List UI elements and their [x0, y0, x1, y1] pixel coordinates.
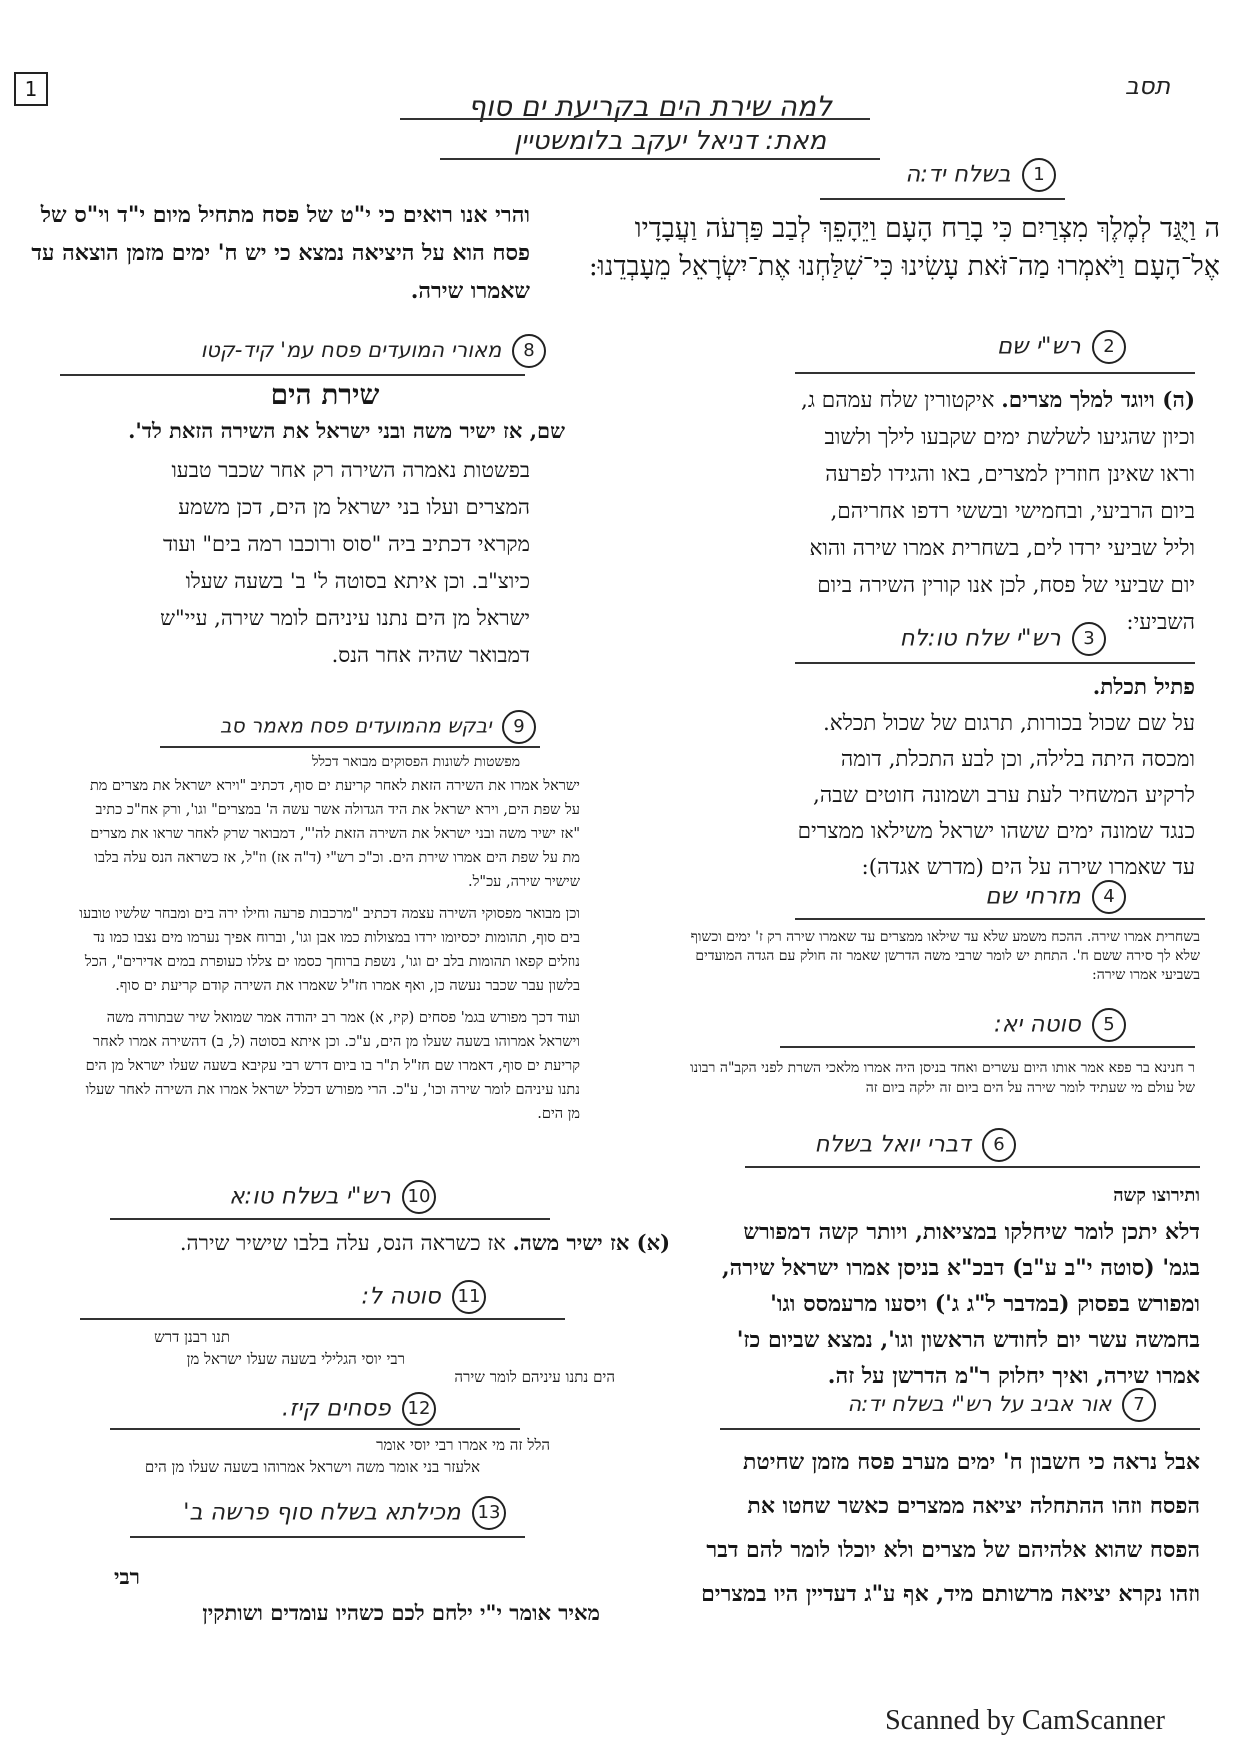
source-number-11: 11 [452, 1280, 486, 1314]
source-rule-7 [720, 1428, 1200, 1430]
source-label-3 [870, 622, 1110, 656]
source-number-13: 13 [472, 1496, 506, 1530]
source-number-3: 3 [1072, 622, 1106, 656]
source-label-13 [130, 1496, 510, 1530]
rashi-az-line [110, 1228, 670, 1258]
source-title-4: מזרחי שם [985, 883, 1081, 910]
sota-lamed-3: הים נתנו עיניהם לומר שירה [454, 1368, 615, 1386]
yavkesh-subtitle: מפשטות לשונות הפסוקים מבואר דכלל [311, 754, 520, 770]
shira-title: שירת הים [270, 378, 380, 411]
intro-paragraph: והרי אנו רואים כי י"ט של פסח מתחיל מיום י"ד וי"ס של פסח הוא על היציאה נמצא כי יש ח' ימים מזמן הוצאה עד שאמרו שירה. [31, 202, 530, 304]
yavkesh-paragraph-2: וכן מבואר מפסוקי השירה עצמה דכתיב "מרכבות פרעה וחילו ירה בים ומבחר שלשיו טובעו בים סוף, תהומות יכסיומו ירדו במצולות כמו אבן וגו', וברוח אפיך נערמו מים נצבו כמו נד נוזלים קפאו תהומות בלב ים וגו', נשפת ברוחך כסמו ים צללו כעופרת במים אדירים", הכל בלשון עבר שכבר נעשה כן, ואף אמרו חז"ל שאמרו את השירה קודם קריעת ים סוף. [79, 906, 580, 994]
corner-mark: תסב [1125, 72, 1171, 100]
source-number-4: 4 [1092, 880, 1126, 914]
page-number: 1 [14, 72, 48, 106]
source-rule-3 [795, 662, 1195, 664]
source-title-8: מאורי המועדים פסח עמ' קיד-קטו [200, 338, 502, 362]
source-rule-13 [130, 1536, 525, 1538]
source-number-12: 12 [402, 1392, 436, 1426]
source-label-1 [800, 158, 1060, 192]
source-title-6: דברי יואל בשלח [814, 1131, 971, 1158]
source-title-7: אור אביב על רש"י בשלח יד:ה [847, 1392, 1112, 1416]
source-label-9 [160, 710, 540, 744]
or-aviv-body: אבל נראה כי חשבון ח' ימים מערב פסח מזמן שחיטת הפסח וזהו ההתחלה יציאה ממצרים כאשר שחטו את הפסח שהוא אלהיהם של מצרים ולא יוכלו לומר להם דבר וזהו נקרא יציאה מרשותם מיד, אף ע"ג דעדיין היו במצרים [701, 1449, 1200, 1607]
mechilta-1: רבי [114, 1564, 140, 1589]
source-label-8 [80, 334, 550, 368]
yavkesh-paragraph-3: ועוד דכך מפורש בגמ' פסחים (קיז, א) אמר רב יהודה אמר שמואל שיר שבתורה משה וישראל אמרוהו בשעה שעלו מן הים, ע"כ. וכן איתא בסוטה (ל, ב) דהשירה אמרו לאחר קריעת ים סוף, דאמרו שם חז"ל ת"ר בו ביום דרש רבי עקיבא בשעה שעלו ישראל מן הים נתנו עיניהם לומר שירה וכו', ע"כ. הרי מפורש דכלל ישראל אמרו את השירה לאחר שעלו מן הים. [85, 1010, 580, 1122]
yavkesh-paragraph-1: ישראל אמרו את השירה הזאת לאחר קריעת ים סוף, דכתיב "וירא ישראל את מצרים מת על שפת הים, וירא ישראל את היד הגדולה אשר עשה ה' במצרים" וגו', ורק אח"כ כתיב "אז ישיר משה ובני ישראל את השירה הזאת לה'", דמבואר שרק לאחר שראו את מצרים מת על שפת הים אמרו שירת הים. וכ"כ רש"י (ד"ה אז) וז"ל, אז כשראה הנס עלה בלבו שישיר שירה, עכ"ל. [89, 778, 580, 890]
mechilta-2: מאיר אומר י"י ילחם לכם כשהיו עומדים ושותקין [202, 1600, 600, 1625]
source-label-4 [930, 880, 1130, 914]
source-label-12 [270, 1392, 440, 1426]
petil-heading: פתיל תכלת. [1092, 675, 1195, 700]
source-label-2 [930, 330, 1130, 364]
source-title-11: סוטה ל: [361, 1283, 441, 1310]
source-rule-1 [820, 198, 1065, 200]
source-rule-4 [795, 918, 1205, 920]
source-rule-5 [780, 1046, 1195, 1048]
page-title: למה שירת הים בקריעת ים סוף [468, 90, 832, 123]
peshutos-paragraph: בפשטות נאמרה השירה רק אחר שכבר טבעו המצרים ועלו בני ישראל מן הים, דכן משמע מקראי דכתיב ביה "סוס ורוכבו רמה בים" ועוד כיוצ"ב. וכן איתא בסוטה ל' ב' בשעה שעלו ישראל מן הים נתנו עיניהם לומר שירה, עיי"ש דמבואר שהיה אחר הנס. [160, 458, 530, 667]
source-number-2: 2 [1092, 330, 1126, 364]
verse-text: ה וַיֻּגַּד לְמֶלֶךְ מִצְרַיִם כִּי בָרַח הָעָם וַיֵּהָפֵךְ לְבַב פַּרְעֹה וַעֲבָדָיו אֶל־הָעָם וַיֹּאמְרוּ מַה־זֹּאת עָשִׂינוּ כִּי־שִׁלַּחְנוּ אֶת־יִשְׂרָאֵל מֵעָבְדֵנוּ: [588, 213, 1220, 282]
source-title-13: מכילתא בשלח סוף פרשה ב' [183, 1499, 461, 1526]
source-rule-6 [745, 1166, 1200, 1168]
source-number-8: 8 [512, 334, 546, 368]
source-title-2: רש"י שם [996, 333, 1081, 360]
mizrachi-text: בשחרית אמרו שירה. ההכח משמע שלא עד שילאו ממצרים עד שאמרו שירה רק ז' ימים וכשוף שלא לך סירה ששם ח'. התחת יש לומר שרבי משה הדרשן שאמר זה חולק עם הגדה המועדים בשביעי אמרו שירה: [690, 929, 1200, 983]
sota-lamed-1: תנו רבנן דרש [154, 1328, 230, 1346]
source-number-9: 9 [502, 710, 536, 744]
source-number-10: 10 [402, 1180, 436, 1214]
source-rule-11 [80, 1318, 565, 1320]
source-label-6 [800, 1128, 1020, 1162]
author-line: מאת: דניאל יעקב בלומשטיין [513, 126, 827, 156]
source-title-3: רש"י שלח טו:לח [899, 625, 1061, 652]
sota-yud-aleph-text: ר חנינא בר פפא אמר אותו היום עשרים ואחד בניסן היה אמרו מלאכי השרת לפני הקב"ה רבונו של עולם מי שעתיד לומר שירה על הים ביום זה ילקה ביום זה [690, 1060, 1195, 1096]
rashi-body: איקטורין שלח עמהם ג, וכיון שהגיעו לשלשת ימים שקבעו לילך ולשוב וראו שאינן חוזרין למצרים, באו והגידו לפרעה ביום הרביעי, ובחמישי ובששי רדפו אחריהם, וליל שביעי ירדו לים, בשחרית אמרו שירה והוא יום שביעי של פסח, לכן אנו קורין השירה ביום השביעי: [801, 388, 1195, 635]
source-title-1: בשלח יד:ה [905, 161, 1011, 188]
petil-block [795, 670, 1195, 886]
source-rule-9 [160, 746, 540, 748]
rashi-az-body: אז כשראה הנס, עלה בלבו שישיר שירה. [179, 1231, 506, 1255]
source-title-9: יבקש מהמועדים פסח מאמר סב [220, 713, 492, 738]
source-rule-8 [60, 374, 525, 376]
scanner-watermark: Scanned by CamScanner [885, 1705, 1165, 1736]
source-label-7 [730, 1388, 1160, 1422]
source-label-11 [320, 1280, 490, 1314]
dvrei-yoel-body: דלא יתכן לומר שיחלקו במציאות, ויותר קשה דמפורש בגמ' (סוטה י"ב ע"ב) דבכ"א בניסן אמרו ישראל שירה, ומפורש בפסוק (במדבר ל"ג ג') ויסעו מרעמסס וגו' בחמשה עשר יום לחודש הראשון וגו', נמצא שביום כז' אמרו שירה, ואיך יחלוק ר"מ הדרשן על זה. [722, 1219, 1200, 1389]
pesachim-2: אלעזר בני אומר משה וישראל אמרוהו בשעה שעלו מן הים [144, 1458, 480, 1476]
source-title-5: סוטה יא: [993, 1011, 1081, 1038]
source-number-6: 6 [982, 1128, 1016, 1162]
source-number-1: 1 [1022, 158, 1056, 192]
dvrei-yoel-block [700, 1178, 1200, 1394]
source-label-10 [200, 1180, 440, 1214]
pesachim-1: הלל זה מי אמרו רבי יוסי אומר [376, 1436, 550, 1454]
rashi-heading: (ה) ויוגד למלך מצרים. [1001, 388, 1195, 413]
source-number-5: 5 [1092, 1008, 1126, 1042]
source-title-12: פסחים קיז. [281, 1395, 391, 1422]
petil-body: על שם שכול בכורות, תרגום של שכול תכלא. ומכסה היתה בלילה, וכן לבע התכלת, דומה לרקיע המשחיר לעת ערב ושמונה חוטים שבה, כנגד שמונה ימים ששהו ישראל משילאו ממצרים עד שאמרו שירה על הים (מדרש אגדה): [797, 711, 1195, 880]
source-label-5 [960, 1008, 1130, 1042]
sota-lamed-2: רבי יוסי הגלילי בשעה שעלו ישראל מן [186, 1350, 405, 1368]
dvrei-yoel-heading: ותירוצו קשה [1113, 1185, 1200, 1206]
title-underline [400, 118, 870, 120]
rashi-az-heading: (א) אז ישיר משה. [512, 1230, 670, 1255]
rashi-block [800, 382, 1195, 641]
source-number-7: 7 [1122, 1388, 1156, 1422]
shira-verse: שם, אז ישיר משה ובני ישראל את השירה הזאת לד'. [128, 418, 565, 443]
yavkesh-body [75, 774, 580, 1126]
source-title-10: רש"י בשלח טו:א [229, 1183, 391, 1210]
source-rule-10 [110, 1218, 550, 1220]
source-rule-12 [110, 1428, 520, 1430]
source-rule-2 [795, 372, 1195, 374]
